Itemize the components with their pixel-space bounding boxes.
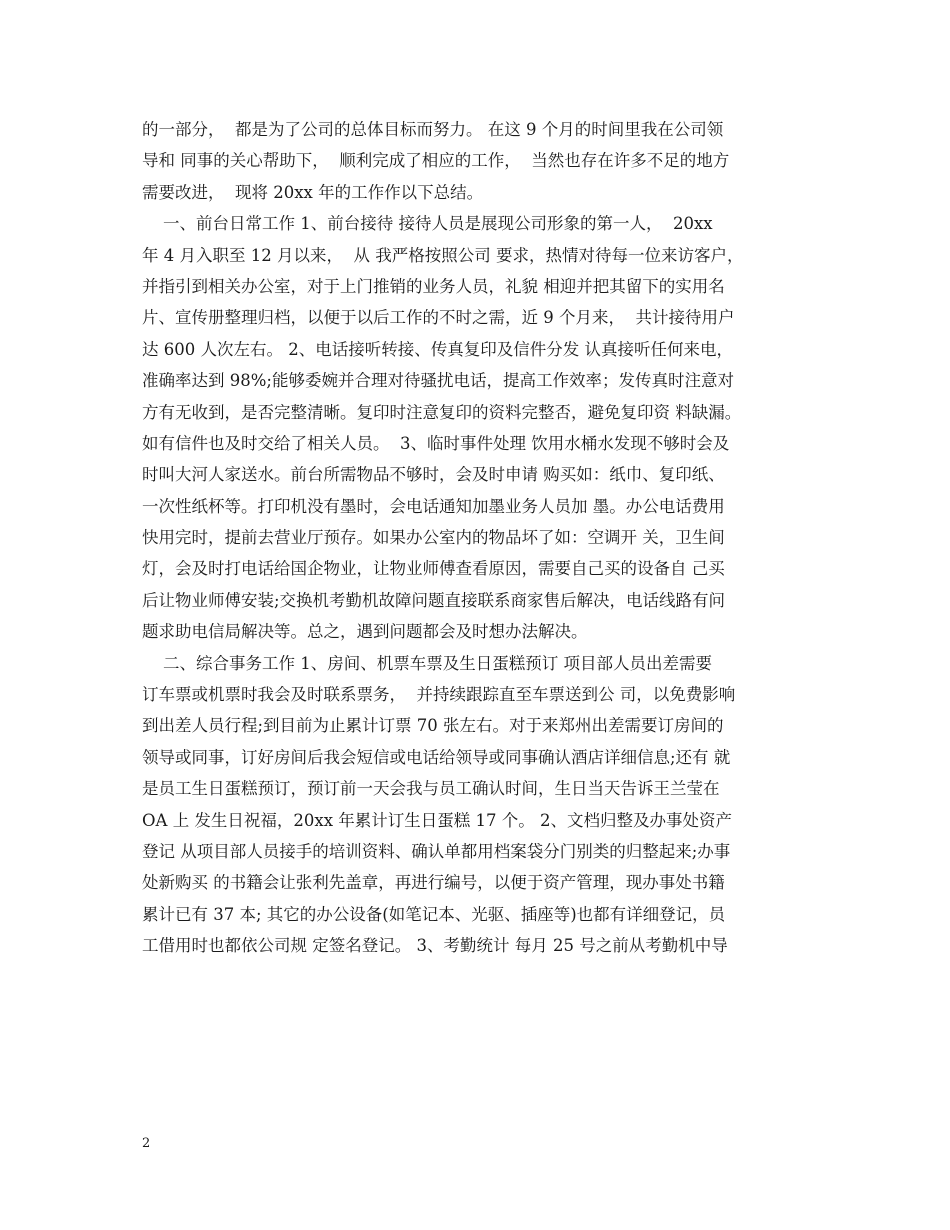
text-line: 题求助电信局解决等。总之，遇到问题都会及时想办法解决。 [142, 622, 588, 642]
text-line: 准确率达到 98%;能够委婉并合理对待骚扰电话，提高工作效率；发传真时注意对 [142, 371, 734, 391]
text-line: OA 上 发生日祝福，20xx 年累计订生日蛋糕 17 个。 2、文档归整及办事处资产 [142, 810, 733, 830]
text-line: 一次性纸杯等。打印机没有墨时，会电话通知加墨业务人员加 墨。办公电话费用 [142, 496, 725, 516]
text-line: 年 4 月入职至 12 月以来， 从 我严格按照公司 要求，热情对待每一位来访客户， [142, 245, 744, 265]
text-line: 的一部分， 都是为了公司的总体目标而努力。 在这 9 个月的时间里我在公司领 [142, 120, 724, 139]
text-line: 工借用时也都依公司规 定签名登记。 3、考勤统计 每月 25 号之前从考勤机中导 [142, 936, 728, 956]
text-line: 方有无收到，是否完整清晰。复印时注意复印的资料完整否，避免复印资 料缺漏。 [142, 402, 742, 422]
text-line: 片、宣传册整理归档，以便于以后工作的不时之需，近 9 个月来， 共计接待用户 [142, 308, 735, 328]
body-text [142, 114, 822, 962]
text-line: 处新购买 的书籍会让张利先盖章，再进行编号，以便于资产管理，现办事处书籍 [142, 873, 725, 893]
text-line: 是员工生日蛋糕预订，预订前一天会我与员工确认时间，生日当天告诉王兰莹在 [142, 779, 720, 799]
text-line: 一、前台日常工作 1、前台接待 接待人员是展现公司形象的第一人， 20xx [142, 214, 713, 234]
page-number: 2 [142, 1136, 151, 1151]
text-line: 需要改进， 现将 20xx 年的工作作以下总结。 [142, 182, 484, 202]
text-line: 后让物业师傅安装;交换机考勤机故障问题直接联系商家售后解决，电话线路有问 [142, 590, 726, 610]
text-line: 时叫大河人家送水。前台所需物品不够时，会及时申请 购买如：纸巾、复印纸、 [142, 465, 725, 485]
text-line: 如有信件也及时交给了相关人员。 3、临时事件处理 饮用水桶水发现不够时会及 [142, 433, 730, 453]
text-line: 二、综合事务工作 1、房间、机票车票及生日蛋糕预订 项目部人员出差需要 [142, 653, 712, 673]
text-line: 并指引到相关办公室，对于上门推销的业务人员，礼貌 相迎并把其留下的实用名 [142, 276, 725, 296]
text-line: 累计已有 37 本; 其它的办公设备(如笔记本、光驱、插座等)也都有详细登记，员 [142, 904, 726, 924]
text-line: 订车票或机票时我会及时联系票务， 并持续跟踪直至车票送到公 司，以免费影响 [142, 685, 736, 705]
text-line: 登记 从项目部人员接手的培训资料、确认单都用档案袋分门别类的归整起来;办事 [142, 841, 731, 861]
text-line: 达 600 人次左右。 2、电话接听转接、传真复印及信件分发 认真接听任何来电， [142, 339, 733, 359]
text-line: 导和 同事的关心帮助下， 顺利完成了相应的工作， 当然也存在许多不足的地方 [142, 151, 730, 171]
text-line: 快用完时，提前去营业厅预存。如果办公室内的物品坏了如：空调开 关，卫生间 [142, 528, 725, 548]
text-line: 灯，会及时打电话给国企物业，让物业师傅查看原因，需要自己买的设备自 己买 [142, 559, 725, 579]
text-line: 到出差人员行程;到目前为止累计订票 70 张左右。对于来郑州出差需要订房间的 [142, 716, 724, 736]
text-line: 领导或同事，订好房间后我会短信或电话给领导或同事确认酒店详细信息;还有 就 [142, 747, 731, 767]
